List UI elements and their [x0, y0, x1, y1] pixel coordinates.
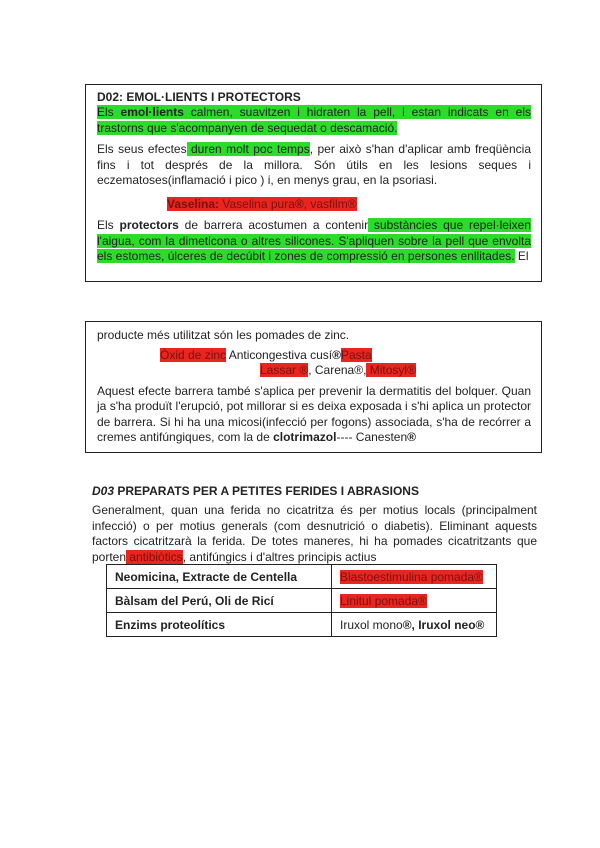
protectors-paragraph: Els protectors de barrera acostumen a contenir substàncies que repel·leixen l'aigua, com la dimeticona o altres silicones. S'apliquen sobre la pell que envolta els estomes, úlceres de decúbit i zones de compressió en persones enllitades. El [97, 218, 531, 263]
zinc-products-line1: Òxid de zinc Anticongestiva cusí®Pasta [160, 347, 372, 362]
table-cell: Linitul pomada® [332, 589, 497, 613]
zinc-intro: producte més utilitzat són les pomades de zinc. [97, 328, 350, 342]
table-cell: Bàlsam del Perú, Oli de Ricí [107, 589, 332, 613]
barrier-paragraph: Aquest efecte barrera també s'aplica per prevenir la dermatitis del bolquer. Quan ja s'ha produït l'erupció, pot millorar si es deixa exposada i s'hi aplica un protector de barrera. Si hi ha una micosi(infecció per fogons) associada, s'ha de recórrer a cremes antifúngiques, com la de clotrimazol---- Canesten® [97, 383, 531, 444]
table-row [107, 589, 497, 613]
zinc-products-line2: Lassar ®, Carena®, Mitosyl® [260, 362, 416, 377]
vaselina-line: Vaselina: Vaselina pura®, vasfilm® [167, 196, 357, 211]
effects-paragraph: Els seus efectes duren molt poc temps, per això s'han d'aplicar amb freqüència fins i tot després de la millora. Són útils en les lesions seques i eczematoses(inflamació i pico ) i, en menys grau, en la psoriasi. [97, 142, 531, 187]
table-row [107, 613, 497, 637]
products-table [106, 564, 497, 637]
table-cell: Iruxol mono®, Iruxol neo® [332, 613, 497, 637]
wounds-paragraph: Generalment, quan una ferida no cicatritza és per motius locals (principalment infecció) o per motius generals (com desnutrició o diabetis). Eliminant aquests factors cicatritzarà la ferida. De totes maneres, hi ha pomades cicatritzants que porten antibiòtics, antifúngics i d'altres principis actius [92, 503, 537, 564]
emollients-paragraph: Els emol·lients calmen, suavitzen i hidraten la pell, i estan indicats en els trastorns que s'acompanyen de sequedat o descamació. [97, 105, 531, 135]
section-d02-title: D02: EMOL·LIENTS I PROTECTORS [97, 90, 301, 104]
table-cell: Enzims proteolítics [107, 613, 332, 637]
table-cell: Neomicina, Extracte de Centella [107, 565, 332, 589]
zinc-box [85, 321, 542, 453]
table-cell: Blastoestimulina pomada® [332, 565, 497, 589]
section-d03-title: D03 PREPARATS PER A PETITES FERIDES I ABRASIONS [92, 484, 419, 498]
section-d02-box [85, 84, 542, 282]
table-row [107, 565, 497, 589]
